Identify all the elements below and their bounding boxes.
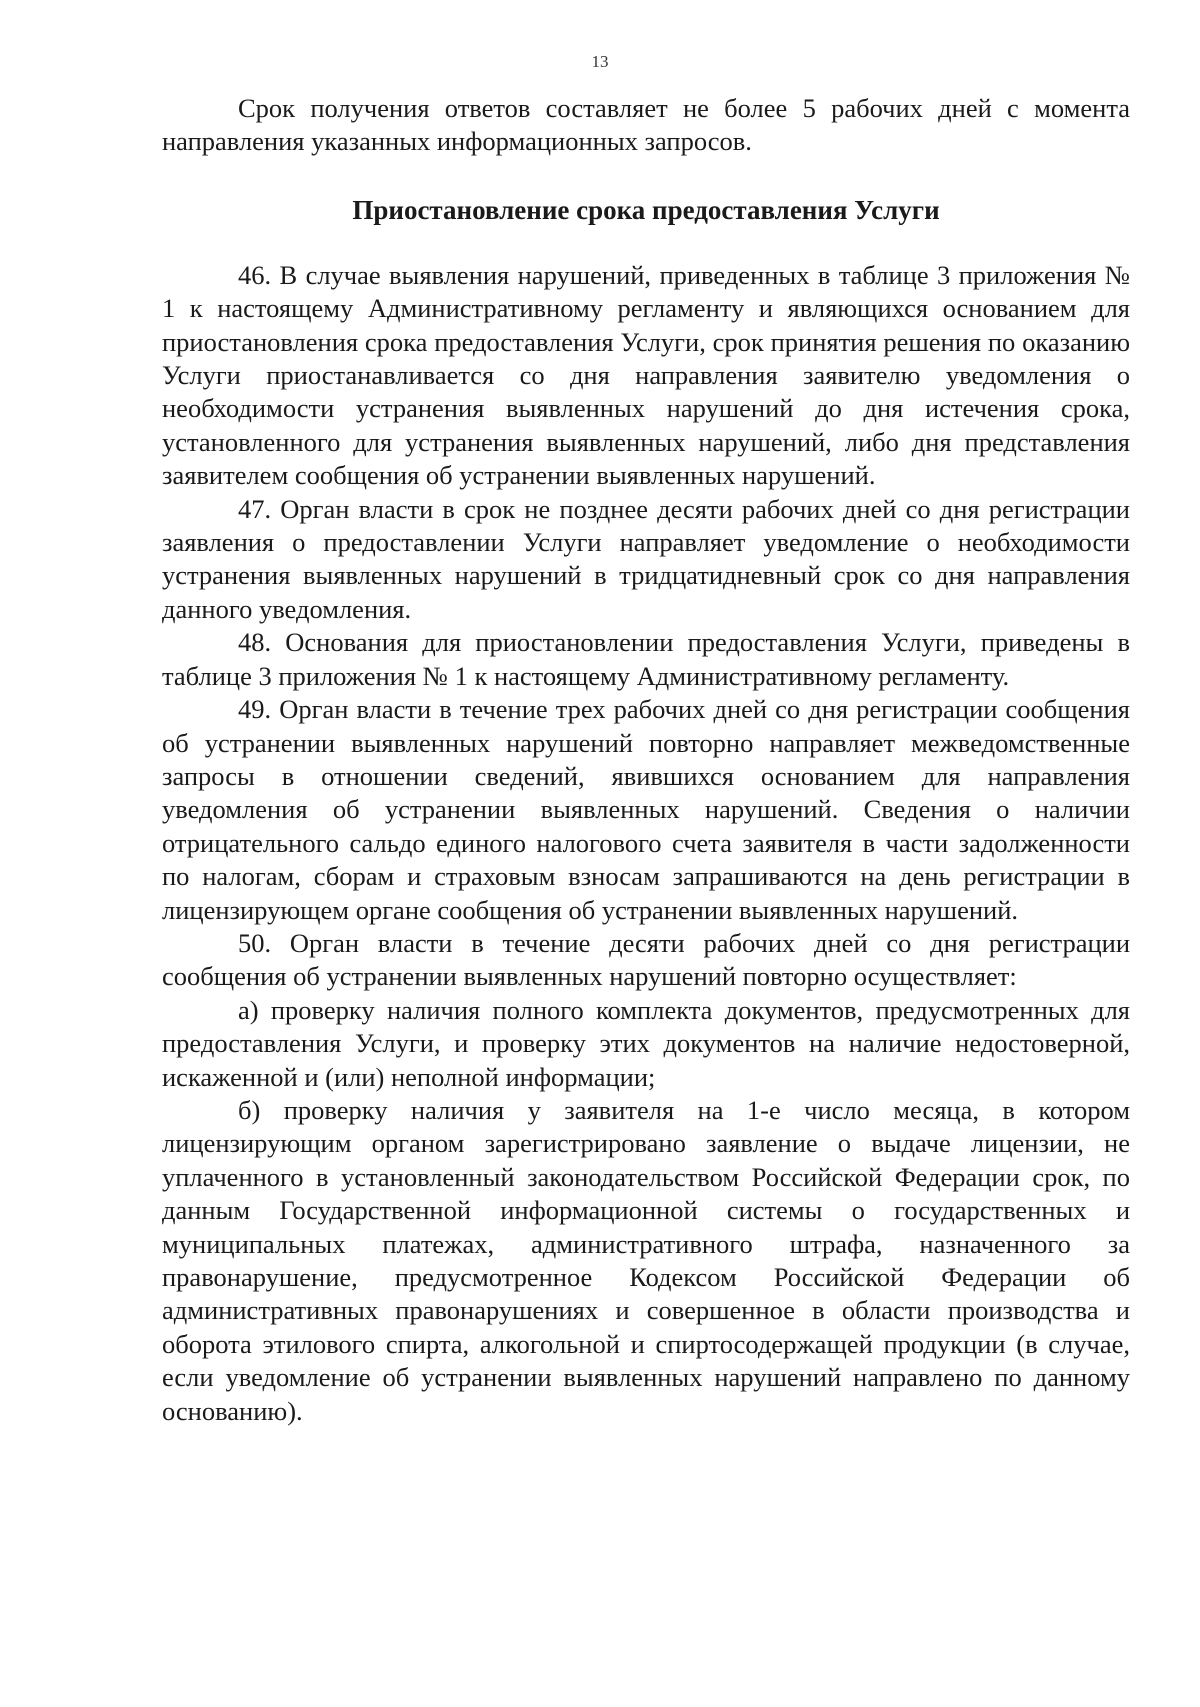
intro-paragraph: Срок получения ответов составляет не более 5 рабочих дней с момента направления указанных информационных запросов. xyxy=(162,93,1130,157)
paragraph-50: 50. Орган власти в течение десяти рабочих дней со дня регистрации сообщения об устранении выявленных нарушений повторно осуществляет: xyxy=(162,927,1130,992)
paragraph-50-item-b: б) проверку наличия у заявителя на 1-е число месяца, в котором лицензирующим органом зарегистрировано заявление о выдаче лицензии, не уплаченного в установленный законодательством Российской Федерации срок, по данным Государственной информационной системы о государственных и муниципальных платежах, административного штрафа, назначенного за правонарушение, предусмотренное Кодексом Российской Федерации об административных правонарушениях и совершенное в области производства и оборота этилового спирта, алкогольной и спиртосодержащей продукции (в случае, если уведомление об устранении выявленных нарушений направлено по данному основанию). xyxy=(162,1094,1130,1426)
paragraph-49: 49. Орган власти в течение трех рабочих дней со дня регистрации сообщения об устранении выявленных нарушений повторно направляет межведомственные запросы в отношении сведений, явившихся основанием для направления уведомления об устранении выявленных нарушений. Сведения о наличии отрицательного сальдо единого налогового счета заявителя в части задолженности по налогам, сборам и страховым взносам запрашиваются на день регистрации в лицензирующем органе сообщения об устранении выявленных нарушений. xyxy=(162,694,1130,925)
paragraph-50-item-a: а) проверку наличия полного комплекта документов, предусмотренных для предоставления Услуги, и проверку этих документов на наличие недостоверной, искаженной и (или) неполной информации; xyxy=(162,994,1130,1092)
page-number: 13 xyxy=(591,52,609,71)
paragraph-46: 46. В случае выявления нарушений, приведенных в таблице 3 приложения № 1 к настоящему Административному регламенту и являющихся основанием для приостановления срока предоставления Услуги, срок принятия решения по оказанию Услуги приостанавливается со дня направления заявителю уведомления о необходимости устранения выявленных нарушений до дня истечения срока, установленного для устранения выявленных нарушений, либо дня представления заявителем сообщения об устранении выявленных нарушений. xyxy=(162,259,1130,491)
paragraph-47: 47. Орган власти в срок не позднее десяти рабочих дней со дня регистрации заявления о предоставлении Услуги направляет уведомление о необходимости устранения выявленных нарушений в тридцатидневный срок со дня направления данного уведомления. xyxy=(162,493,1130,624)
section-heading: Приостановление срока предоставления Услуги xyxy=(352,194,940,225)
paragraph-48: 48. Основания для приостановлении предоставления Услуги, приведены в таблице 3 приложения № 1 к настоящему Административному регламенту. xyxy=(162,627,1130,691)
document-body xyxy=(162,92,1130,1428)
